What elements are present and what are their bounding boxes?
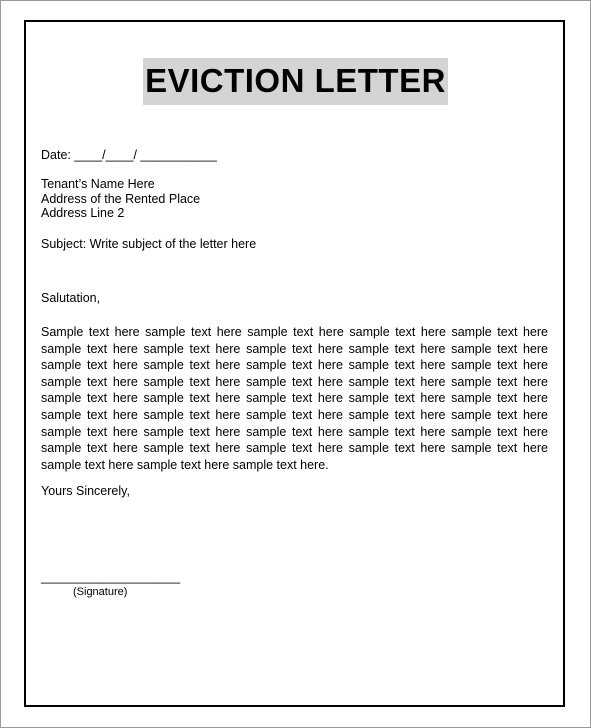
address-block (41, 177, 200, 221)
signature-label: (Signature) (73, 586, 128, 598)
letter-body: Sample text here sample text here sample text here sample text here sample text here sample text here sample text here sample text here sample text here sample text here sample text here sample text here sample text here sample text here sample text here sample text here sample text here sample text here sample text here sample text here sample text here sample text here sample text here sample text here sample text here sample text here sample text here sample text here sample text here sample text here sample text here sample text here sample text here sample text here sample text here sample text here sample text here sample text here sample text here sample text here sample text here sample text here sample text here. (41, 325, 548, 472)
title-container (0, 58, 591, 105)
date-line: Date: ____/____/ ___________ (41, 148, 217, 162)
address-line-2: Address Line 2 (41, 206, 125, 220)
letter-title: EVICTION LETTER (143, 58, 448, 105)
subject-line: Subject: Write subject of the letter here (41, 237, 257, 251)
tenant-name: Tenant’s Name Here (41, 177, 155, 191)
closing: Yours Sincerely, (41, 484, 130, 498)
signature-line: ____________________ (41, 570, 181, 584)
salutation: Salutation, (41, 291, 101, 305)
address-line-1: Address of the Rented Place (41, 191, 201, 206)
